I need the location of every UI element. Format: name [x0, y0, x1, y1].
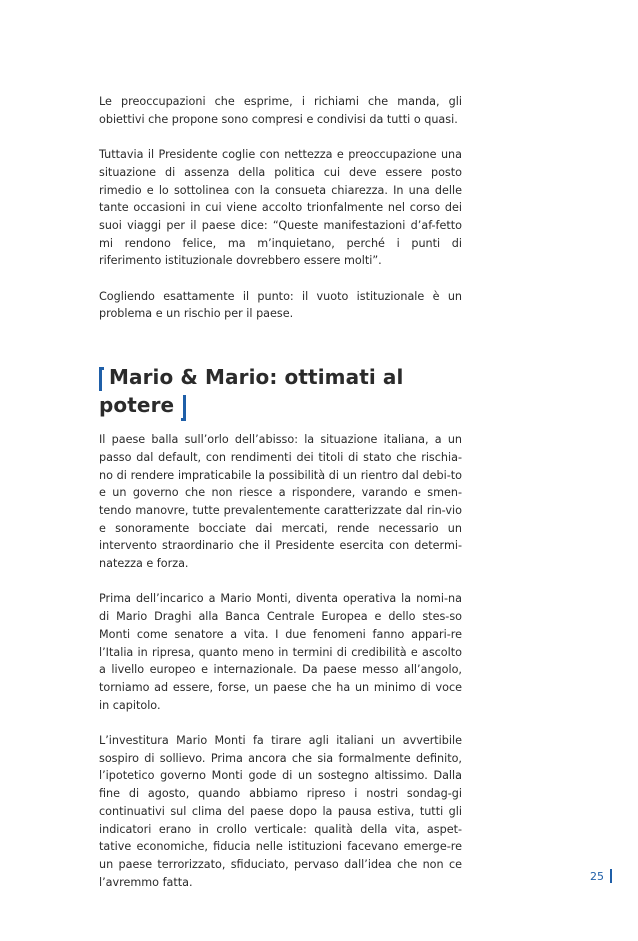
paragraph: L’investitura Mario Monti fa tirare agli italiani un avvertibile sospiro di sollievo. Prima ancora che sia formalmente definito, l’ipotetico governo Monti gode di un sostegno altissimo. Dalla fine di agosto, quando abbiamo ripreso i nostri sondag-gi continuativi sul clima del paese dopo la pausa estiva, tutti gli indicatori erano in crollo verticale: qualità della vita, aspet-tative economiche, fiducia nelle istituzioni facevano emerge-re un paese terrorizzato, sfiduciato, pervaso dall’idea che non ce l’avremmo fatta.: [99, 734, 462, 889]
section-heading-line1: Mario & Mario: ottimati al: [109, 365, 404, 390]
page-number-bar: [610, 869, 612, 883]
page-body: [99, 93, 462, 909]
section-heading-line2-wrap: [99, 391, 186, 419]
paragraph: Tuttavia il Presidente coglie con nettezza e preoccupazione una situazione di assenza della politica cui deve essere posto rimedio e lo sottolinea con la consueta chiarezza. In una delle tante occasioni in cui viene accolto trionfalmente nel corso dei suoi viaggi per il paese dice: “Queste manifestazioni d’af-fetto mi rendono felice, ma m’inquietano, perché i punti di riferimento istituzionale dovrebbero essere molti”.: [99, 148, 462, 268]
bracket-close-mark: [181, 395, 186, 421]
section-heading: [99, 363, 462, 419]
paragraph: Il paese balla sull’orlo dell’abisso: la situazione italiana, a un passo dal default, con rendimenti dei titoli di stato che rischia-no di rendere impraticabile la possibilità di un rientro dal debi-to e un governo che non riesce a rispondere, varando e smen-tendo manovre, tutte prevalentemente caratterizzate dal rin-vio e sonoramente bocciate dai mercati, rende necessario un intervento straordinario che il Presidente esercita con determi-natezza e forza.: [99, 433, 462, 571]
paragraph: Prima dell’incarico a Mario Monti, diventa operativa la nomi-na di Mario Draghi alla Banca Centrale Europea e dello stes-so Monti come senatore a vita. I due fenomeni fanno appari-re l’Italia in ripresa, quanto meno in termini di credibilità e ascolto a livello europeo e internazionale. Da paese messo all’angolo, torniamo ad essere, forse, un paese che ha un minimo di voce in capitolo.: [99, 592, 462, 712]
section-heading-line2: potere: [99, 393, 175, 418]
paragraph: Cogliendo esattamente il punto: il vuoto istituzionale è un problema e un rischio per il paese.: [99, 289, 462, 321]
page-number: 25: [590, 870, 604, 883]
paragraph: Le preoccupazioni che esprime, i richiami che manda, gli obiettivi che propone sono compresi e condivisi da tutti o quasi.: [99, 95, 462, 126]
bracket-open-mark: [99, 367, 104, 391]
